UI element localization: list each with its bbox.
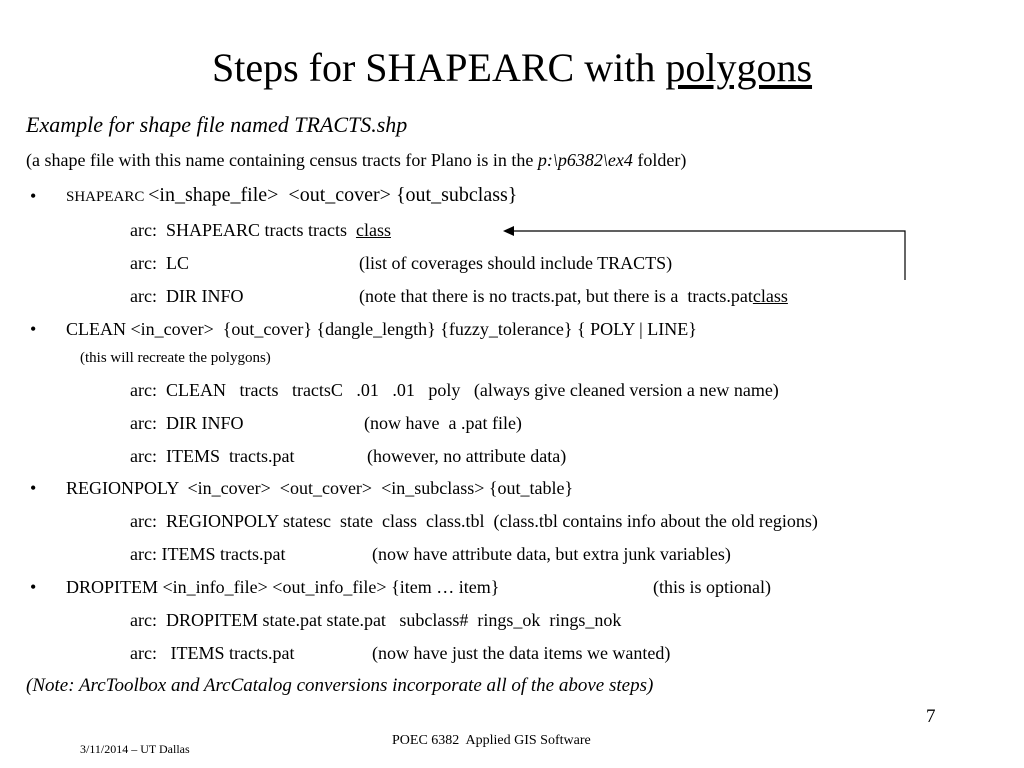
dropitem-line-1: arc: DROPITEM state.pat state.pat subclass# rings_ok rings_nok: [130, 610, 622, 630]
clean-note: (this will recreate the polygons): [80, 350, 271, 366]
dropitem-line-2-cmd: arc: ITEMS tracts.pat: [130, 643, 295, 663]
final-note: (Note: ArcToolbox and ArcCatalog conversions incorporate all of the above steps): [26, 675, 654, 696]
title-underlined-word: polygons: [665, 45, 813, 90]
dropitem-line-2-note: (now have just the data items we wanted): [372, 643, 671, 663]
footer-course: POEC 6382 Applied GIS Software: [392, 733, 591, 748]
bullet-regionpoly: REGIONPOLY <in_cover> <out_cover> <in_subclass> {out_table}: [66, 478, 574, 498]
shapearc-command: SHAPEARC: [66, 189, 149, 205]
shapearc-line-3-cmd: arc: DIR INFO: [130, 286, 244, 306]
example-note-pre: (a shape file with this name containing census tracts for Plano is in the: [26, 150, 538, 170]
clean-line-1: arc: CLEAN tracts tractsC .01 .01 poly (always give cleaned version a new name): [130, 380, 779, 400]
example-heading: Example for shape file named TRACTS.shp: [26, 112, 408, 137]
example-note-path: p:\p6382\ex4: [537, 150, 633, 170]
page-number: 7: [926, 706, 936, 727]
clean-line-3-cmd: arc: ITEMS tracts.pat: [130, 446, 295, 466]
shapearc-line-2-note: (list of coverages should include TRACTS): [359, 253, 673, 273]
regionpoly-line-2-note: (now have attribute data, but extra junk variables): [372, 544, 731, 564]
bullet-marker: •: [30, 478, 37, 498]
dropitem-optional-note: (this is optional): [653, 577, 771, 597]
footer-date: 3/11/2014 – UT Dallas: [80, 742, 190, 756]
shapearc-args: <in_shape_file> <out_cover> {out_subclass}: [148, 184, 518, 206]
regionpoly-line-2-cmd: arc: ITEMS tracts.pat: [130, 544, 286, 564]
shapearc-line-1-text: arc: SHAPEARC tracts tracts: [130, 220, 356, 240]
shapearc-line-3-note-class: class: [752, 286, 788, 306]
clean-line-2-note: (now have a .pat file): [364, 413, 522, 433]
bullet-marker: •: [30, 319, 37, 339]
clean-line-3-note: (however, no attribute data): [367, 446, 567, 466]
bullet-marker: •: [30, 186, 37, 206]
bullet-dropitem: DROPITEM <in_info_file> <out_info_file> {item … item}: [66, 577, 500, 597]
shapearc-line-1-class: class: [355, 220, 391, 240]
title-text: Steps for SHAPEARC with: [211, 45, 666, 90]
example-note-post: folder): [632, 150, 687, 170]
bullet-marker: •: [30, 577, 37, 597]
shapearc-line-2-cmd: arc: LC: [130, 253, 189, 273]
regionpoly-line-1: arc: REGIONPOLY statesc state class class.tbl (class.tbl contains info about the old regions): [130, 511, 818, 531]
bullet-clean: CLEAN <in_cover> {out_cover} {dangle_length} {fuzzy_tolerance} { POLY | LINE}: [66, 319, 697, 339]
clean-line-2-cmd: arc: DIR INFO: [130, 413, 244, 433]
shapearc-line-3-note-text: (note that there is no tracts.pat, but there is a tracts.pat: [359, 286, 753, 306]
